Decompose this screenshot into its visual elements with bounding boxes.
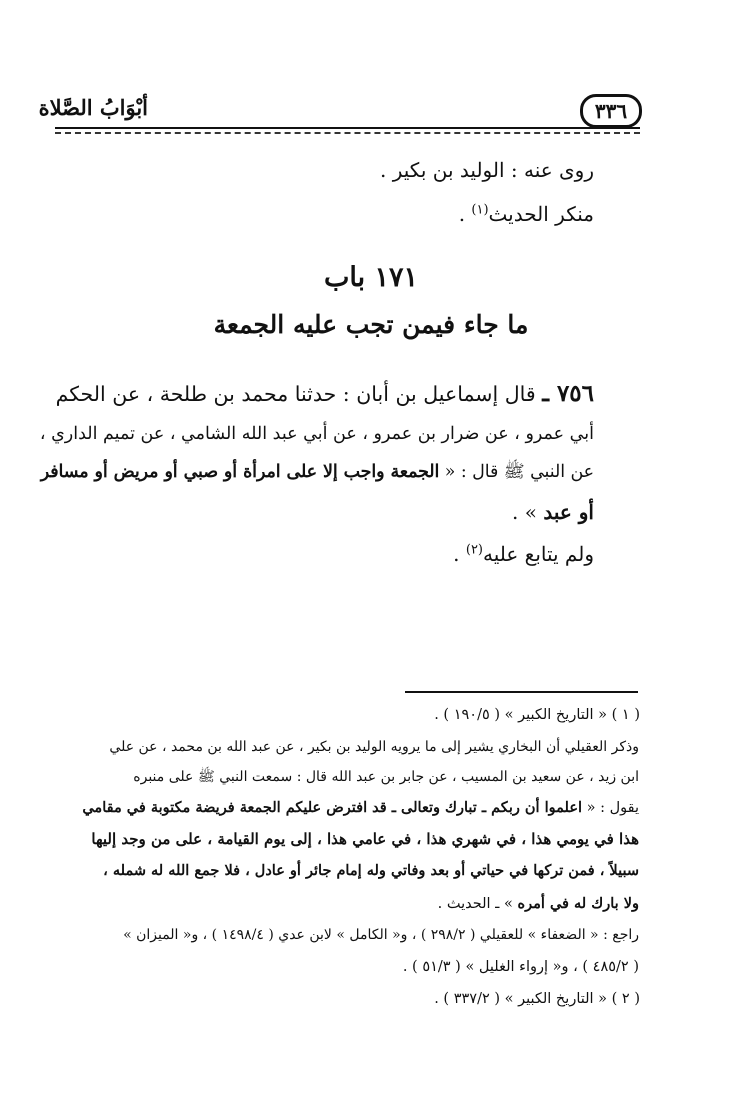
footnote-1-line-6: سبيلاً ، فمن تركها في حياتي أو بعد وفاتي وله إمام جائر أو عادل ، فلا جمع الله له شمله ، xyxy=(103,862,639,879)
footnote-1-line-4-plain: يقول : « xyxy=(582,800,639,816)
hadith-matn: الجمعة واجب إلا على امرأة أو صبي أو مريض أو مسافر xyxy=(40,462,440,482)
chapter-number: ١٧١ باب xyxy=(323,262,419,293)
footnote-1-line-2: وذكر العقيلي أن البخاري يشير إلى ما يرويه الوليد بن بكير ، عن عبد الله بن محمد ، عن علي xyxy=(109,739,639,755)
narrator-line: روى عنه : الوليد بن بكير . xyxy=(380,158,594,182)
hadith-line-2: أبي عمرو ، عن ضرار بن عمرو ، عن أبي عبد الله الشامي ، عن تميم الداري ، xyxy=(39,424,594,444)
chapter-title: ما جاء فيمن تجب عليه الجمعة xyxy=(213,310,529,339)
hadith-line-3-plain: عن النبي ﷺ قال : « xyxy=(439,462,594,482)
hadith-line-1-text: قال إسماعيل بن أبان : حدثنا محمد بن طلحة ، عن الحكم xyxy=(55,382,536,406)
hadith-line-3 xyxy=(41,462,594,483)
footnote-1-line-9: ( ٤٨٥/٢ ) ، و« إرواء الغليل » ( ٥١/٣ ) . xyxy=(402,959,639,975)
hadith-number: ٧٥٦ ـ xyxy=(542,380,594,407)
footnote-1-line-7-plain: » ـ الحديث . xyxy=(437,896,518,912)
verdict-line xyxy=(459,202,594,226)
running-header-title: أبْوَابُ الصَّلاة xyxy=(38,95,148,120)
hadith-note xyxy=(453,542,594,566)
verdict-text: منكر الحديث xyxy=(488,202,594,226)
footnote-1-line-1: ( ١ ) « التاريخ الكبير » ( ١٩٠/٥ ) . xyxy=(434,707,640,723)
footnote-ref-2: (٢) xyxy=(465,542,483,558)
hadith-line-4-plain: » . xyxy=(512,500,544,524)
footnote-separator xyxy=(405,691,638,693)
footnote-2-line-1: ( ٢ ) « التاريخ الكبير » ( ٣٣٧/٢ ) . xyxy=(434,991,640,1007)
footnote-ref-1: (١) xyxy=(471,202,489,218)
footnote-1-quote-end: ولا بارك له في أمره xyxy=(517,895,639,912)
verdict-end: . xyxy=(458,202,472,226)
hadith-matn-end: أو عبد xyxy=(543,500,594,524)
hadith-line-4 xyxy=(512,500,594,524)
footnote-1-quote-start: اعلموا أن ربكم ـ تبارك وتعالى ـ قد افترض عليكم الجمعة فريضة مكتوبة في مقامي xyxy=(82,799,583,816)
footnote-1-line-5: هذا في يومي هذا ، في شهري هذا ، في عامي هذا ، إلى يوم القيامة ، على من وجد إليها xyxy=(91,830,639,848)
page-number-badge xyxy=(580,94,642,128)
page-number: ٣٣٦ xyxy=(594,99,628,123)
footnote-1-line-4 xyxy=(82,799,639,817)
footnote-1-line-7 xyxy=(438,895,639,913)
hadith-line-1 xyxy=(56,380,594,408)
footnote-1-line-8: راجع : « الضعفاء » للعقيلي ( ٢٩٨/٢ ) ، و« الكامل » لابن عدي ( ١٤٩٨/٤ ) ، و« الميزان » xyxy=(123,927,639,943)
hadith-note-end: . xyxy=(453,542,466,566)
hadith-note-text: ولم يتابع عليه xyxy=(483,542,594,566)
header-divider xyxy=(55,127,640,135)
footnote-1-line-3: ابن زيد ، عن سعيد بن المسيب ، عن جابر بن عبد الله قال : سمعت النبي ﷺ على منبره xyxy=(133,769,639,785)
